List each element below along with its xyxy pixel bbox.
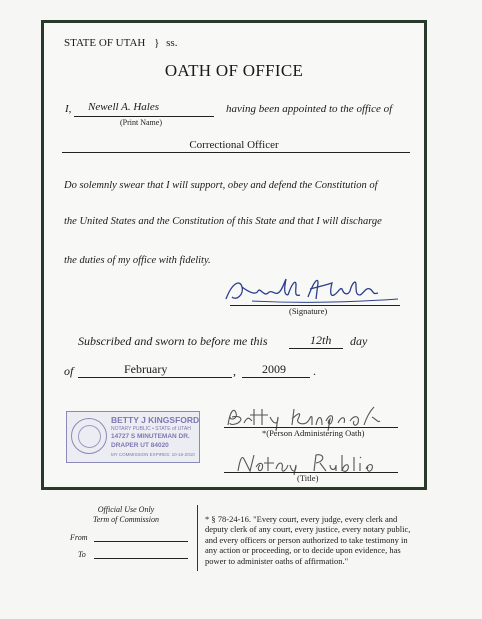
month-value: February	[124, 362, 168, 376]
administrator-caption: *(Person Administering Oath)	[262, 428, 365, 438]
from-field-line	[94, 541, 188, 542]
stamp-line-5: MY COMMISSION EXPIRES: 10-16-2010	[111, 452, 195, 457]
oath-line-3: the duties of my office with fidelity.	[64, 255, 211, 266]
handwritten-signature	[222, 273, 402, 307]
year-line	[242, 377, 310, 378]
office-line	[62, 152, 410, 153]
year-value: 2009	[262, 362, 286, 376]
stamp-name: BETTY J KINGSFORD	[111, 415, 200, 425]
month-comma: ,	[233, 364, 236, 378]
print-name-caption: (Print Name)	[120, 118, 162, 127]
office-value: Correctional Officer	[189, 139, 279, 151]
term-of-commission-label: Term of Commission	[93, 515, 159, 524]
official-use-label: Official Use Only	[97, 505, 155, 514]
ss-label: ss.	[166, 37, 178, 49]
of-word: of	[64, 364, 74, 378]
page-title: OATH OF OFFICE	[164, 61, 304, 80]
oath-line-2: the United States and the Constitution of this State and that I will discharge	[64, 216, 382, 227]
day-line	[289, 348, 343, 349]
print-name-line	[74, 116, 214, 117]
stamp-line-4: DRAPER UT 84020	[111, 442, 169, 449]
statute-note: * § 78-24-16. "Every court, every judge, every clerk and deputy clerk of any court, every justice, every notary public, and every officers or person authorized to take testimony in any action or proceeding, or to decide upon evidence, has power to administer oaths of affirmation."	[205, 514, 411, 566]
day-word: day	[350, 334, 368, 348]
appointment-prefix: I,	[65, 103, 72, 115]
month-line	[78, 377, 232, 378]
signature-caption: (Signature)	[289, 306, 328, 316]
sworn-day-value: 12th	[310, 333, 332, 347]
state-label: STATE OF UTAH	[64, 37, 146, 49]
to-field-line	[94, 558, 188, 559]
from-label: From	[70, 533, 88, 542]
notary-seal-icon	[71, 418, 107, 454]
stamp-line-2: NOTARY PUBLIC • STATE of UTAH	[111, 426, 191, 432]
sworn-text: Subscribed and sworn to before me this	[78, 334, 268, 348]
print-name-value: Newell A. Hales	[88, 101, 159, 113]
state-header	[64, 37, 177, 49]
to-label: To	[78, 550, 86, 559]
notary-stamp	[66, 411, 200, 463]
year-period: .	[313, 364, 316, 378]
title-caption: (Title)	[297, 473, 319, 483]
footer-divider	[197, 505, 198, 571]
oath-line-1: Do solemnly swear that I will support, obey and defend the Constitution of	[64, 180, 378, 191]
stamp-line-3: 14727 S MINUTEMAN DR.	[111, 433, 190, 440]
oath-form-frame	[41, 20, 427, 490]
appointment-suffix: having been appointed to the office of	[226, 103, 393, 115]
brace: }	[154, 37, 160, 49]
